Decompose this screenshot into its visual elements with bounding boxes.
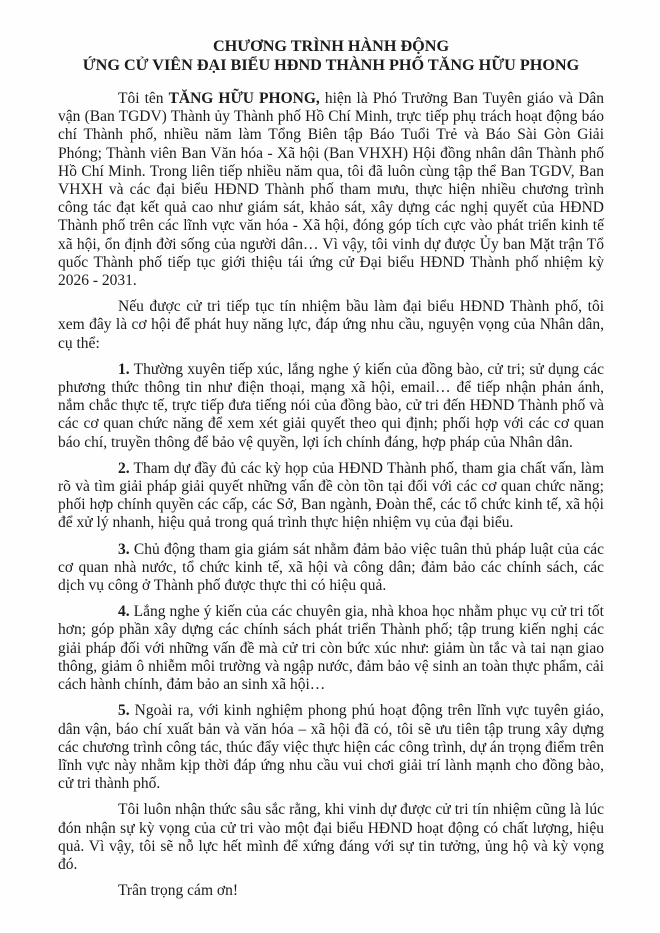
item-number-3: 3. xyxy=(118,540,130,558)
item-text-4: Lắng nghe ý kiến của các chuyên gia, nhà khoa học nhằm phục vụ cử tri tốt hơn; góp phần xây dựng các chính sách phát triển Thành phố; tập trung kiến nghị các giải pháp đối với những vấn đề mà cử tri còn bức xúc như: giảm ùn tắc và tai nạn giao thông, giảm ô nhiễm môi trường và ngập nước, đảm bảo vệ sinh an toàn thực phẩm, cải cách hành chính, đảm bảo an sinh xã hội… xyxy=(58,603,604,694)
action-item-2 xyxy=(58,460,604,533)
item-number-2: 2. xyxy=(118,459,130,477)
action-item-3 xyxy=(58,541,604,596)
commitment-intro-paragraph: Nếu được cử tri tiếp tục tín nhiệm bầu làm đại biểu HĐND Thành phố, tôi xem đây là cơ hội để phát huy năng lực, đáp ứng nhu cầu, nguyện vọng của Nhân dân, cụ thể: xyxy=(58,298,604,352)
document-title xyxy=(58,37,604,75)
closing-paragraph: Tôi luôn nhận thức sâu sắc rằng, khi vinh dự được cử tri tín nhiệm cũng là lúc đón nhận sự kỳ vọng của cử tri vào một đại biểu HĐND hoạt động có chất lượng, hiệu quả. Vì vậy, tôi sẽ nỗ lực hết mình để xứng đáng với sự tin tưởng, ủng hộ và kỳ vọng đó. xyxy=(58,801,604,873)
title-line-2: ỨNG CỬ VIÊN ĐẠI BIỂU HĐND THÀNH PHỐ TĂNG HỮU PHONG xyxy=(82,56,580,74)
action-item-1 xyxy=(58,361,604,452)
item-number-1: 1. xyxy=(118,360,130,378)
item-text-3: Chủ động tham gia giám sát nhằm đảm bảo việc tuân thủ pháp luật của các cơ quan nhà nước, tổ chức kinh tế, xã hội và công dân; đảm bảo các chính sách, các dịch vụ công ở Thành phố được thực thi có hiệu quả. xyxy=(58,540,604,595)
thanks-line: Trân trọng cám ơn! xyxy=(118,882,238,900)
intro-rest: hiện là Phó Trưởng Ban Tuyên giáo và Dân vận (Ban TGDV) Thành ủy Thành phố Hồ Chí Minh, trực tiếp phụ trách hoạt động báo chí Thành phố, nhiều năm làm Tổng Biên tập Báo Tuổi Trẻ và Báo Sài Gòn Giải Phóng; Thành viên Ban Văn hóa - Xã hội (Ban VHXH) Hội đồng nhân dân Thành phố Hồ Chí Minh. Trong liên tiếp nhiều năm qua, tôi đã luôn cùng tập thể Ban TGDV, Ban VHXH và các đại biểu HĐND Thành phố tham mưu, thực hiện nhiều chương trình công tác đạt kết quả cao như giám sát, khảo sát, xây dựng các nghị quyết của HĐND Thành phố trên các lĩnh vực văn hóa - Xã hội, đóng góp tích cực vào phát triển kinh tế xã hội, ổn định đời sống của người dân… Vì vậy, tôi vinh dự được Ủy ban Mặt trận Tổ quốc Thành phố tiếp tục giới thiệu tái ứng cử Đại biểu HĐND Thành phố nhiệm kỳ 2026 - 2031. xyxy=(58,90,605,290)
candidate-name: TĂNG HỮU PHONG, xyxy=(168,90,320,107)
item-number-4: 4. xyxy=(118,603,130,621)
intro-prefix: Tôi tên xyxy=(118,90,169,107)
item-text-1: Thường xuyên tiếp xúc, lắng nghe ý kiến của đồng bào, cử tri; sử dụng các phương thức thông tin như điện thoại, mạng xã hội, email… để tiếp nhận phản ánh, nắm chắc thực tế, trực tiếp đưa tiếng nói của đồng bào, cử tri đến HĐND Thành phố và các cơ quan chức năng để xem xét giải quyết theo qui định; phối hợp với các cơ quan báo chí, truyền thông để bảo vệ quyền, lợi ích chính đáng, hợp pháp của Nhân dân. xyxy=(58,360,604,451)
action-item-4 xyxy=(58,603,604,694)
title-line-1: CHƯƠNG TRÌNH HÀNH ĐỘNG xyxy=(212,37,450,55)
item-text-5: Ngoài ra, với kinh nghiệm phong phú hoạt động trên lĩnh vực tuyên giáo, dân vận, báo chí xuất bản và văn hóa – xã hội đã có, tôi sẽ ưu tiên tập trung xây dựng các chương trình công tác, thúc đẩy việc thực hiện các công trình, dự án trọng điểm trên lĩnh vực này nhằm kịp thời đáp ứng nhu cầu vui chơi giải trí lành mạnh cho đồng bào, cử tri thành phố. xyxy=(58,702,604,793)
intro-paragraph xyxy=(58,90,604,290)
item-number-5: 5. xyxy=(118,702,130,720)
item-text-2: Tham dự đầy đủ các kỳ họp của HĐND Thành phố, tham gia chất vấn, làm rõ và tìm giải pháp giải quyết những vấn đề còn tồn tại đối với các cơ quan chức năng; phối hợp chính quyền các cấp, các Sở, Ban ngành, Đoàn thể, các tổ chức kinh tế, xã hội để xử lý nhanh, hiệu quả trong quá trình thực hiện nhiệm vụ của đại biểu. xyxy=(58,459,604,532)
action-item-5 xyxy=(58,702,604,793)
